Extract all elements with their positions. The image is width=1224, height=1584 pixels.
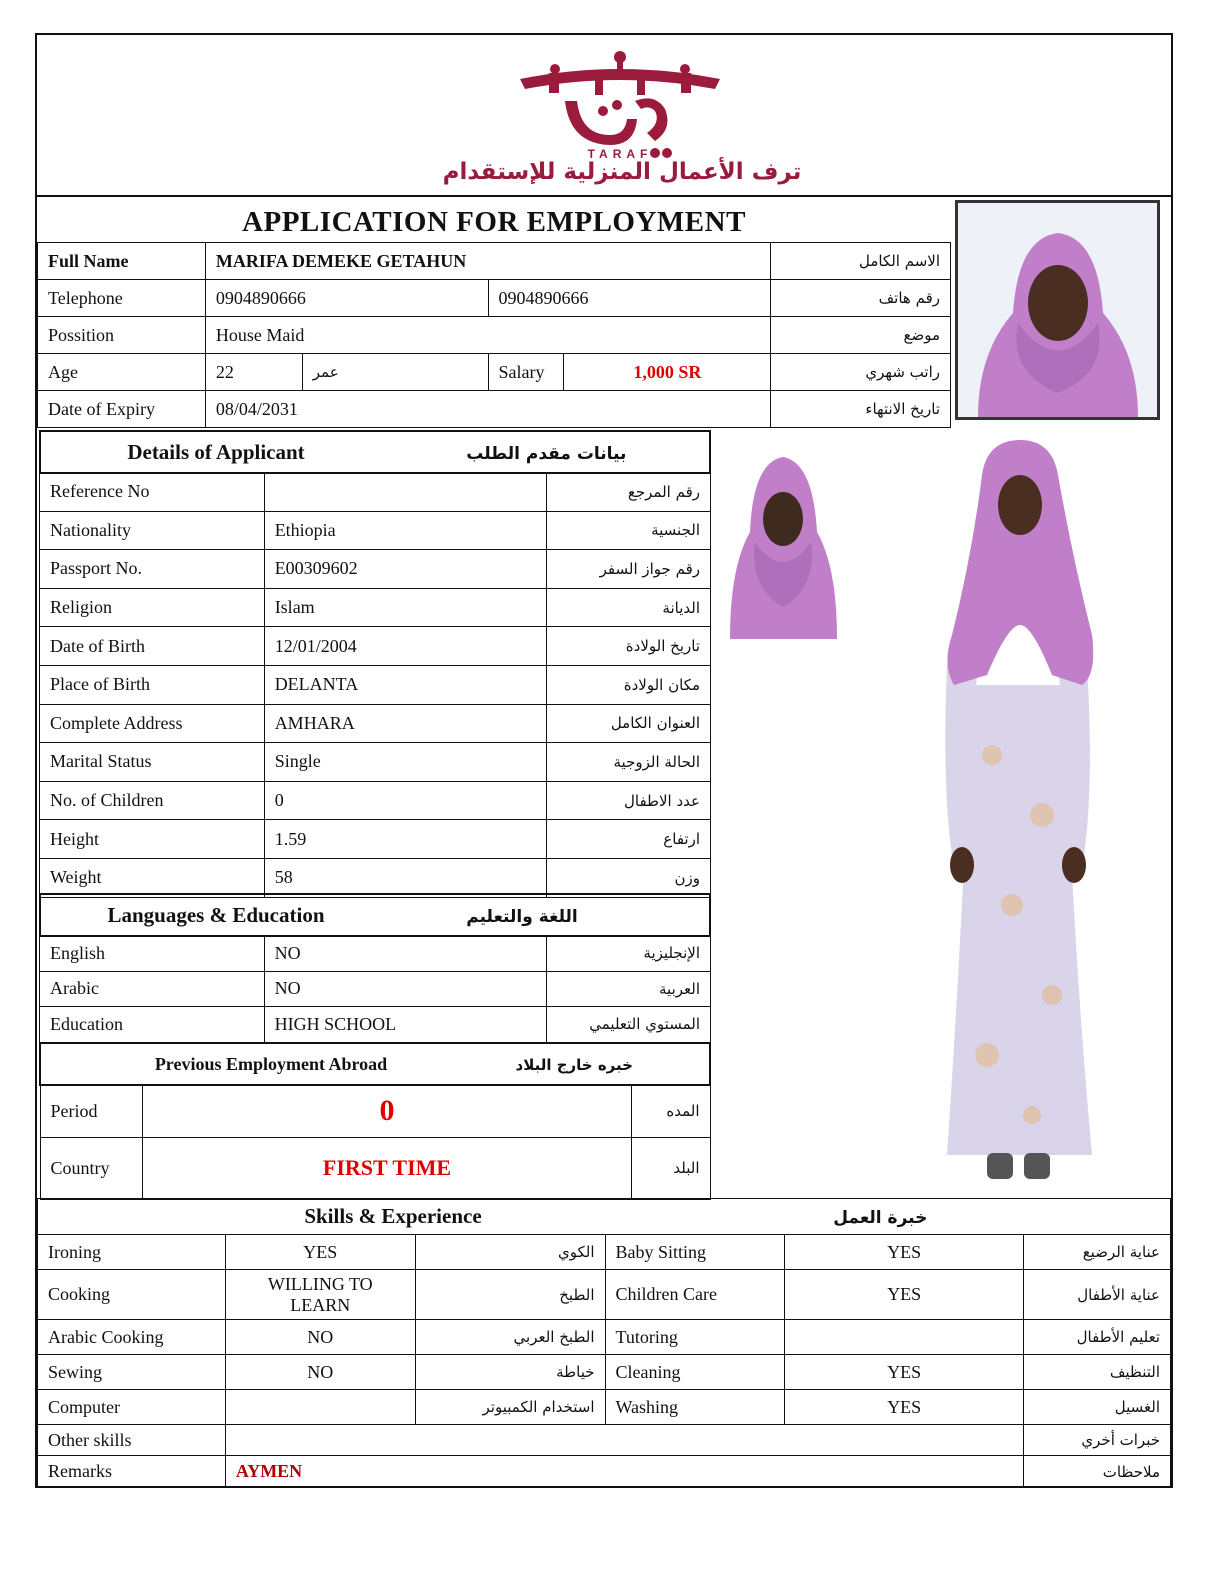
details-row — [40, 627, 711, 666]
other-skills-ar: خبرات أخري — [1024, 1425, 1171, 1456]
full-body-photo — [932, 435, 1102, 1185]
skill-value: YES — [785, 1235, 1024, 1270]
telephone-value-2: 0904890666 — [488, 280, 771, 317]
skill-ar-label: التنظيف — [1024, 1355, 1171, 1390]
details-ar-label: وزن — [547, 858, 711, 897]
country-label: Country — [40, 1137, 143, 1199]
language-ar-label: الإنجليزية — [547, 936, 711, 972]
skills-heading-row — [38, 1199, 1171, 1235]
previous-table — [39, 1042, 711, 1200]
details-ar-label: الديانة — [547, 588, 711, 627]
telephone-label: Telephone — [38, 280, 206, 317]
skill-ar-label: استخدام الكمبيوتر — [415, 1390, 605, 1425]
details-row — [40, 858, 711, 897]
age-label: Age — [38, 354, 206, 391]
language-value: NO — [264, 936, 547, 972]
skill-row — [38, 1390, 1171, 1425]
full-name-value: MARIFA DEMEKE GETAHUN — [205, 243, 770, 280]
details-row — [40, 511, 711, 550]
other-skills-label: Other skills — [38, 1425, 226, 1456]
language-value: HIGH SCHOOL — [264, 1007, 547, 1043]
language-ar-label: المستوي التعليمي — [547, 1007, 711, 1043]
details-heading-row — [40, 431, 710, 473]
skill-value: YES — [225, 1235, 415, 1270]
details-label: Weight — [40, 858, 265, 897]
details-label: Marital Status — [40, 743, 265, 782]
skill-value: NO — [225, 1355, 415, 1390]
expiry-ar: تاريخ الانتهاء — [771, 391, 951, 428]
brand-arabic: ترف الأعمال المنزلية للإستقدام — [442, 159, 802, 185]
portrait-photo — [955, 200, 1160, 420]
previous-heading — [40, 1043, 710, 1085]
language-ar-label: العربية — [547, 971, 711, 1007]
skill-value: YES — [785, 1355, 1024, 1390]
full-name-label: Full Name — [38, 243, 206, 280]
details-value: AMHARA — [264, 704, 547, 743]
details-value: 1.59 — [264, 820, 547, 859]
languages-heading-row — [40, 894, 710, 936]
full-name-ar: الاسم الكامل — [771, 243, 951, 280]
details-label: Passport No. — [40, 550, 265, 589]
period-value: 0 — [143, 1085, 631, 1137]
skill-value: YES — [785, 1390, 1024, 1425]
details-label: Nationality — [40, 511, 265, 550]
period-label: Period — [40, 1085, 143, 1137]
period-row — [40, 1085, 710, 1137]
details-value: DELANTA — [264, 665, 547, 704]
skill-ar-label: خياطة — [415, 1355, 605, 1390]
remarks-value: AYMEN — [225, 1456, 1023, 1488]
age-row — [38, 354, 951, 391]
brand-latin: TARAF — [587, 147, 653, 161]
skill-label: Ironing — [38, 1235, 226, 1270]
details-row — [40, 588, 711, 627]
details-row — [40, 820, 711, 859]
skill-row — [38, 1320, 1171, 1355]
details-ar-label: مكان الولادة — [547, 665, 711, 704]
details-ar-label: تاريخ الولادة — [547, 627, 711, 666]
details-label: Religion — [40, 588, 265, 627]
age-value: 22 — [205, 354, 302, 391]
language-row — [40, 971, 711, 1007]
skill-label: Baby Sitting — [605, 1235, 785, 1270]
details-table — [39, 430, 711, 474]
details-value: Single — [264, 743, 547, 782]
remarks-label: Remarks — [38, 1456, 226, 1488]
languages-heading-en: Languages & Education — [107, 902, 325, 927]
skill-ar-label: الغسيل — [1024, 1390, 1171, 1425]
details-ar-label: العنوان الكامل — [547, 704, 711, 743]
languages-heading — [40, 894, 710, 936]
skill-row — [38, 1270, 1171, 1320]
expiry-label: Date of Expiry — [38, 391, 206, 428]
skill-value: NO — [225, 1320, 415, 1355]
skill-label: Computer — [38, 1390, 226, 1425]
skill-value — [225, 1390, 415, 1425]
position-row — [38, 317, 951, 354]
details-ar-label: عدد الاطفال — [547, 781, 711, 820]
period-ar: المده — [631, 1085, 710, 1137]
details-ar-label: الحالة الزوجية — [547, 743, 711, 782]
expiry-row — [38, 391, 951, 428]
details-row — [40, 781, 711, 820]
skill-value — [785, 1320, 1024, 1355]
details-heading — [40, 431, 710, 473]
details-label: Height — [40, 820, 265, 859]
telephone-row — [38, 280, 951, 317]
portrait-image — [958, 203, 1157, 417]
details-heading-ar: بيانات مقدم الطلب — [466, 443, 627, 464]
position-ar: موضع — [771, 317, 951, 354]
language-label: Education — [40, 1007, 265, 1043]
remarks-row — [38, 1456, 1171, 1488]
salary-ar: راتب شهري — [771, 354, 951, 391]
language-label: English — [40, 936, 265, 972]
skill-ar-label: الكوي — [415, 1235, 605, 1270]
small-portrait-photo — [725, 447, 841, 639]
languages-table — [39, 893, 711, 937]
skill-label: Cleaning — [605, 1355, 785, 1390]
details-row — [40, 550, 711, 589]
skill-label: Cooking — [38, 1270, 226, 1320]
details-label: No. of Children — [40, 781, 265, 820]
country-ar: البلد — [631, 1137, 710, 1199]
full-name-row — [38, 243, 951, 280]
languages-heading-ar: اللغة والتعليم — [466, 906, 578, 927]
details-ar-label: رقم المرجع — [547, 473, 711, 512]
details-ar-label: ارتفاع — [547, 820, 711, 859]
skill-ar-label: الطبخ — [415, 1270, 605, 1320]
language-row — [40, 1007, 711, 1043]
previous-heading-en: Previous Employment Abroad — [154, 1053, 388, 1074]
crown-logo-icon — [515, 49, 725, 161]
skill-label: Sewing — [38, 1355, 226, 1390]
salary-value: 1,000 SR — [564, 354, 771, 391]
telephone-value-1: 0904890666 — [205, 280, 488, 317]
details-row — [40, 704, 711, 743]
details-value: 0 — [264, 781, 547, 820]
details-label: Place of Birth — [40, 665, 265, 704]
header-table — [37, 242, 951, 428]
skill-ar-label: عناية الأطفال — [1024, 1270, 1171, 1320]
details-value: 58 — [264, 858, 547, 897]
language-row — [40, 936, 711, 972]
skill-label: Tutoring — [605, 1320, 785, 1355]
details-value: 12/01/2004 — [264, 627, 547, 666]
details-value: E00309602 — [264, 550, 547, 589]
details-value: Ethiopia — [264, 511, 547, 550]
skills-table — [37, 1198, 1171, 1488]
details-row — [40, 743, 711, 782]
details-row — [40, 473, 711, 512]
details-heading-en: Details of Applicant — [127, 439, 305, 464]
languages-rows — [39, 935, 711, 1043]
skill-label: Washing — [605, 1390, 785, 1425]
skill-ar-label: الطبخ العربي — [415, 1320, 605, 1355]
details-row — [40, 665, 711, 704]
details-label: Date of Birth — [40, 627, 265, 666]
skill-label: Arabic Cooking — [38, 1320, 226, 1355]
skill-value: WILLING TO LEARN — [225, 1270, 415, 1320]
skill-ar-label: تعليم الأطفال — [1024, 1320, 1171, 1355]
previous-heading-row — [40, 1043, 710, 1085]
position-label: Possition — [38, 317, 206, 354]
skills-heading-en: Skills & Experience — [304, 1204, 482, 1228]
skill-value: YES — [785, 1270, 1024, 1320]
logo-header — [37, 35, 1171, 197]
language-label: Arabic — [40, 971, 265, 1007]
previous-heading-ar: خبره خارج البلاد — [515, 1055, 633, 1074]
country-row — [40, 1137, 710, 1199]
details-value: Islam — [264, 588, 547, 627]
age-ar: عمر — [302, 354, 488, 391]
page-title: APPLICATION FOR EMPLOYMENT — [242, 206, 746, 238]
skill-row — [38, 1235, 1171, 1270]
telephone-ar: رقم هاتف — [771, 280, 951, 317]
skill-row — [38, 1355, 1171, 1390]
skills-heading-ar: خبرة العمل — [833, 1208, 928, 1228]
details-ar-label: الجنسية — [547, 511, 711, 550]
skills-heading — [38, 1199, 1171, 1235]
expiry-value: 08/04/2031 — [205, 391, 770, 428]
other-skills-value — [225, 1425, 1023, 1456]
skill-label: Children Care — [605, 1270, 785, 1320]
details-label: Complete Address — [40, 704, 265, 743]
application-form — [35, 33, 1173, 1488]
remarks-ar: ملاحظات — [1024, 1456, 1171, 1488]
full-body-image — [932, 435, 1102, 1185]
details-ar-label: رقم جواز السفر — [547, 550, 711, 589]
other-skills-row — [38, 1425, 1171, 1456]
details-rows — [39, 472, 711, 898]
salary-label: Salary — [488, 354, 564, 391]
details-value — [264, 473, 547, 512]
skill-ar-label: عناية الرضيع — [1024, 1235, 1171, 1270]
country-value: FIRST TIME — [143, 1137, 631, 1199]
details-label: Reference No — [40, 473, 265, 512]
small-portrait-image — [725, 447, 841, 639]
language-value: NO — [264, 971, 547, 1007]
position-value: House Maid — [205, 317, 770, 354]
